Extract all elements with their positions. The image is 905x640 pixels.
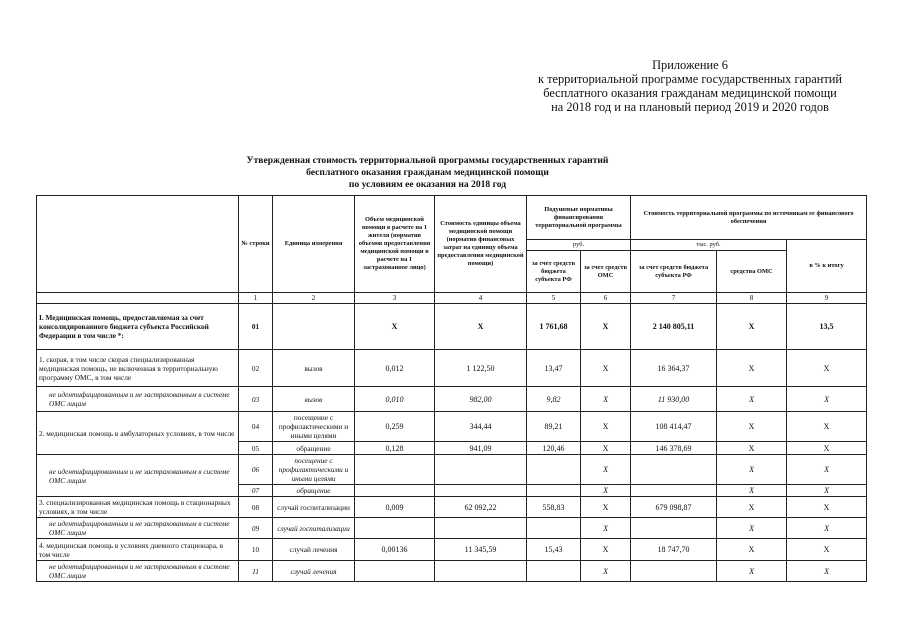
row-volume (355, 561, 435, 582)
title-line-1: Утвержденная стоимость территориальной программы государственных гарантий (246, 155, 609, 166)
row-percent: 13,5 (787, 304, 867, 350)
row-unit-cost: 941,09 (435, 442, 527, 455)
row-per-capita-budget: 558,83 (527, 497, 581, 518)
row-unit: случай лечения (273, 539, 355, 561)
row-per-capita-budget: 9,82 (527, 387, 581, 412)
table-row (37, 518, 867, 539)
row-unit: посещение с профилактическими и иными целями (273, 455, 355, 485)
row-volume: 0,012 (355, 350, 435, 387)
column-number: 7 (631, 293, 717, 304)
row-percent: Х (787, 497, 867, 518)
column-number: 5 (527, 293, 581, 304)
row-unit-cost: 11 345,59 (435, 539, 527, 561)
row-no: 11 (239, 561, 273, 582)
column-number: 2 (273, 293, 355, 304)
row-total-budget: 18 747,70 (631, 539, 717, 561)
document-title (195, 155, 660, 191)
row-percent: Х (787, 539, 867, 561)
column-number: 3 (355, 293, 435, 304)
row-total-budget: 679 098,87 (631, 497, 717, 518)
table-row (37, 497, 867, 518)
table-row (37, 412, 867, 442)
appendix-line-2: к территориальной программе государственных гарантий (537, 72, 843, 86)
appendix-line-3: бесплатного оказания гражданам медицинской помощи (543, 86, 837, 100)
row-volume (355, 485, 435, 497)
row-total-oms: Х (717, 304, 787, 350)
header-unit-cost: Стоимость единицы объема медицинской помощи (норматив финансовых затрат на единицу объема предоставления медицинской помощи) (435, 196, 527, 293)
header-unit: Единица измерения (273, 196, 355, 293)
row-total-budget (631, 561, 717, 582)
row-total-budget: 2 140 805,11 (631, 304, 717, 350)
row-volume: 0,00136 (355, 539, 435, 561)
row-total-oms: Х (717, 442, 787, 455)
header-name-cell (37, 196, 239, 293)
row-per-capita-budget: 120,46 (527, 442, 581, 455)
row-name: 4. медицинская помощь в условиях дневного стационара, в том числе (37, 539, 239, 561)
row-per-capita-budget (527, 561, 581, 582)
row-percent: Х (787, 350, 867, 387)
row-percent: Х (787, 412, 867, 442)
row-unit: случай госпитализации (273, 497, 355, 518)
row-name: не идентифицированным и не застрахованным в системе ОМС лицам (37, 561, 239, 582)
row-total-budget: 11 930,00 (631, 387, 717, 412)
cost-table (36, 195, 867, 582)
row-unit-cost (435, 518, 527, 539)
header-oms: за счет средств ОМС (581, 251, 631, 293)
row-total-budget (631, 518, 717, 539)
row-volume: 0,009 (355, 497, 435, 518)
row-per-capita-oms: Х (581, 561, 631, 582)
column-number: 4 (435, 293, 527, 304)
row-no: 08 (239, 497, 273, 518)
header-oms-2: средства ОМС (717, 251, 787, 293)
row-unit-cost: 344,44 (435, 412, 527, 442)
row-total-oms: Х (717, 455, 787, 485)
appendix-note (520, 58, 860, 114)
column-number: 8 (717, 293, 787, 304)
row-total-oms: Х (717, 561, 787, 582)
row-percent: Х (787, 442, 867, 455)
row-total-budget: 146 378,69 (631, 442, 717, 455)
table-row (37, 304, 867, 350)
title-line-3: по условиям ее оказания на 2018 год (348, 179, 507, 190)
header-percent: в % к итогу (787, 240, 867, 293)
row-unit-cost (435, 561, 527, 582)
row-total-oms: Х (717, 412, 787, 442)
row-volume: Х (355, 304, 435, 350)
row-no: 10 (239, 539, 273, 561)
title-line-2: бесплатного оказания гражданам медицинской помощи (306, 167, 549, 178)
header-thous-rub: тыс. руб. (631, 240, 787, 251)
row-per-capita-budget: 15,43 (527, 539, 581, 561)
row-volume (355, 455, 435, 485)
appendix-line-4: на 2018 год и на плановый период 2019 и 2020 годов (551, 100, 829, 114)
row-total-oms: Х (717, 485, 787, 497)
row-per-capita-budget (527, 455, 581, 485)
row-unit-cost: Х (435, 304, 527, 350)
row-total-budget: 16 364,37 (631, 350, 717, 387)
row-per-capita-budget: 13,47 (527, 350, 581, 387)
row-no: 02 (239, 350, 273, 387)
row-per-capita-oms: Х (581, 350, 631, 387)
row-total-budget (631, 455, 717, 485)
row-unit (273, 304, 355, 350)
header-budget-2: за счет средств бюджета субъекта РФ (631, 251, 717, 293)
row-total-budget: 108 414,47 (631, 412, 717, 442)
row-total-oms: Х (717, 518, 787, 539)
row-unit: случай госпитализации (273, 518, 355, 539)
row-per-capita-oms: Х (581, 518, 631, 539)
table-row (37, 350, 867, 387)
column-number-blank (37, 293, 239, 304)
row-per-capita-oms: Х (581, 442, 631, 455)
row-total-budget (631, 485, 717, 497)
table-row (37, 387, 867, 412)
column-number: 1 (239, 293, 273, 304)
row-per-capita-oms: Х (581, 485, 631, 497)
row-unit: вызов (273, 350, 355, 387)
row-per-capita-budget (527, 485, 581, 497)
row-per-capita-budget: 89,21 (527, 412, 581, 442)
table-row (37, 539, 867, 561)
row-unit: вызов (273, 387, 355, 412)
row-unit: обращение (273, 485, 355, 497)
row-no: 03 (239, 387, 273, 412)
row-unit-cost (435, 485, 527, 497)
appendix-line-1: Приложение 6 (652, 58, 728, 72)
row-total-oms: Х (717, 539, 787, 561)
row-per-capita-budget: 1 761,68 (527, 304, 581, 350)
row-total-oms: Х (717, 350, 787, 387)
row-percent: Х (787, 387, 867, 412)
row-percent: Х (787, 455, 867, 485)
row-no: 06 (239, 455, 273, 485)
row-no: 09 (239, 518, 273, 539)
row-per-capita-oms: Х (581, 539, 631, 561)
row-unit-cost: 62 092,22 (435, 497, 527, 518)
row-volume (355, 518, 435, 539)
row-unit-cost (435, 455, 527, 485)
row-percent: Х (787, 518, 867, 539)
row-unit: посещение с профилактическими и иными целями (273, 412, 355, 442)
row-total-oms: Х (717, 497, 787, 518)
row-no: 04 (239, 412, 273, 442)
header-volume: Объем медицинской помощи в расчете на 1 жителя (норматив объемов предоставления медицинской помощи в расчете на 1 застрахованное лицо) (355, 196, 435, 293)
header-rub: руб. (527, 240, 631, 251)
row-name: не идентифицированным и не застрахованным в системе ОМС лицам (37, 387, 239, 412)
row-per-capita-oms: Х (581, 455, 631, 485)
row-volume: 0,259 (355, 412, 435, 442)
row-name: не идентифицированным и не застрахованным в системе ОМС лицам (37, 518, 239, 539)
row-per-capita-oms: Х (581, 412, 631, 442)
row-name: I. Медицинская помощь, предоставляемая за счет консолидированного бюджета субъекта Российской Федерации в том числе *: (37, 304, 239, 350)
row-name: 1. скорая, в том числе скорая специализированная медицинская помощь, не включенная в территориальную программу ОМС, в том числе (37, 350, 239, 387)
row-total-oms: Х (717, 387, 787, 412)
header-budget: за счет средств бюджета субъекта РФ (527, 251, 581, 293)
header-row-no: № строки (239, 196, 273, 293)
row-no: 05 (239, 442, 273, 455)
row-per-capita-oms: Х (581, 387, 631, 412)
header-per-capita: Подушевые нормативы финансирования территориальной программы (527, 196, 631, 240)
row-percent: Х (787, 485, 867, 497)
row-volume: 0,128 (355, 442, 435, 455)
row-per-capita-oms: Х (581, 497, 631, 518)
row-name: не идентифицированным и не застрахованным в системе ОМС лицам (37, 455, 239, 497)
row-unit-cost: 982,00 (435, 387, 527, 412)
row-unit: обращение (273, 442, 355, 455)
row-name: 2. медицинская помощь в амбулаторных условиях, в том числе (37, 412, 239, 455)
column-number-row (37, 293, 867, 304)
row-volume: 0,010 (355, 387, 435, 412)
row-percent: Х (787, 561, 867, 582)
row-per-capita-budget (527, 518, 581, 539)
header-cost-total: Стоимость территориальной программы по источникам ее финансового обеспечения (631, 196, 867, 240)
row-no: 07 (239, 485, 273, 497)
column-number: 6 (581, 293, 631, 304)
table-row (37, 561, 867, 582)
row-unit-cost: 1 122,50 (435, 350, 527, 387)
table-row (37, 455, 867, 485)
row-per-capita-oms: Х (581, 304, 631, 350)
row-name: 3. специализированная медицинская помощь в стационарных условиях, в том числе (37, 497, 239, 518)
row-no: 01 (239, 304, 273, 350)
column-number: 9 (787, 293, 867, 304)
row-unit: случай лечения (273, 561, 355, 582)
